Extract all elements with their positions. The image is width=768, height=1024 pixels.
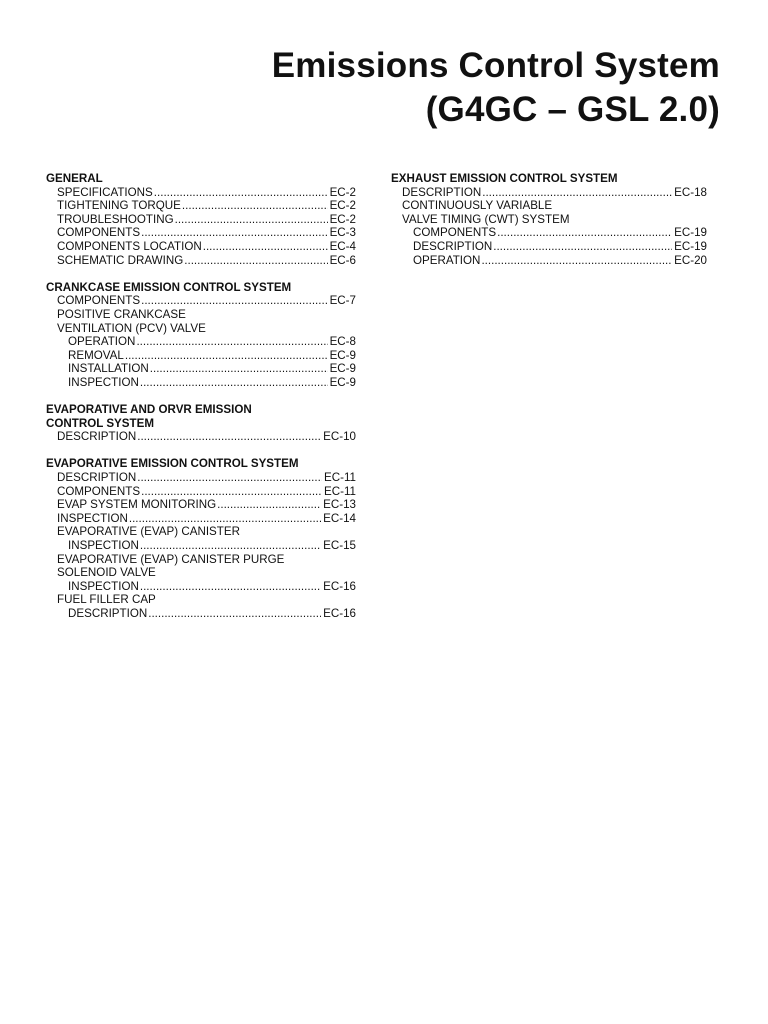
leader-dots: [184, 254, 327, 268]
toc-entry-label: POSITIVE CRANKCASE: [57, 307, 186, 321]
toc-entry-label: EVAPORATIVE (EVAP) CANISTER: [57, 525, 240, 539]
toc-entry-page: EC-2: [329, 185, 356, 199]
toc-entry-label: COMPONENTS: [57, 226, 141, 240]
toc-entry[interactable]: [391, 240, 707, 254]
leader-dots: [129, 512, 321, 526]
toc-entry-page: EC-9: [329, 348, 356, 362]
leader-dots: [140, 539, 321, 553]
leader-dots: [203, 240, 328, 254]
toc-entry-label: DESCRIPTION: [57, 430, 137, 444]
toc-section: [46, 172, 356, 267]
leader-dots: [141, 485, 322, 499]
toc-entry[interactable]: [46, 322, 356, 336]
toc-entry[interactable]: [46, 471, 356, 485]
toc-entry-page: EC-11: [323, 484, 356, 498]
toc-entry-page: EC-9: [329, 375, 356, 389]
toc-entry[interactable]: [46, 376, 356, 390]
toc-entry[interactable]: [46, 498, 356, 512]
toc-entry-label: EVAP SYSTEM MONITORING: [57, 498, 217, 512]
toc-entry[interactable]: [391, 226, 707, 240]
toc-entry-label: INSPECTION: [68, 375, 139, 389]
toc-entry[interactable]: [46, 254, 356, 268]
toc-entry[interactable]: [46, 566, 356, 580]
leader-dots: [150, 362, 328, 376]
toc-entry-page: EC-6: [329, 253, 356, 267]
leader-dots: [482, 186, 672, 200]
toc-entry-page: EC-3: [329, 226, 356, 240]
toc-entry[interactable]: [46, 607, 356, 621]
toc-entry-label: VENTILATION (PCV) VALVE: [57, 321, 206, 335]
toc-entry-page: EC-18: [674, 185, 707, 199]
toc-entry-label: DESCRIPTION: [413, 239, 493, 253]
toc-entry-label: COMPONENTS: [413, 226, 497, 240]
toc-entry[interactable]: [46, 553, 356, 567]
leader-dots: [481, 254, 672, 268]
toc-entry[interactable]: [391, 199, 707, 213]
toc-entry[interactable]: [46, 349, 356, 363]
toc-entry[interactable]: [46, 308, 356, 322]
toc-entry[interactable]: [46, 593, 356, 607]
toc-entry-label: TROUBLESHOOTING: [57, 212, 174, 226]
toc-entry[interactable]: [46, 362, 356, 376]
toc-entry-page: EC-11: [323, 471, 356, 485]
toc-entry-page: EC-9: [329, 362, 356, 376]
toc-entry-page: EC-2: [329, 212, 356, 226]
toc-entry[interactable]: [46, 430, 356, 444]
toc-entry-label: COMPONENTS: [57, 294, 141, 308]
toc-entry[interactable]: [46, 539, 356, 553]
toc-entry-label: DESCRIPTION: [68, 607, 148, 620]
toc-entry-label: INSTALLATION: [68, 362, 149, 376]
toc-entry-label: OPERATION: [68, 335, 136, 349]
toc-entry-label: INSPECTION: [68, 539, 139, 553]
toc-entry-label: CONTINUOUSLY VARIABLE: [402, 199, 553, 213]
leader-dots: [154, 186, 328, 200]
toc-entry-label: COMPONENTS LOCATION: [57, 239, 202, 253]
toc-section: [46, 403, 356, 444]
page-title: [272, 44, 720, 132]
leader-dots: [175, 213, 328, 227]
toc-section: [391, 172, 707, 267]
toc-entry-label: SCHEMATIC DRAWING: [57, 253, 184, 267]
toc-entry-label: TIGHTENING TORQUE: [57, 199, 181, 213]
toc-entry-page: EC-19: [674, 239, 707, 253]
section-heading: CRANKCASE EMISSION CONTROL SYSTEM: [46, 280, 292, 294]
toc-entry-page: EC-16: [323, 607, 356, 620]
toc-entry-label: FUEL FILLER CAP: [57, 593, 156, 607]
toc-entry[interactable]: [46, 294, 356, 308]
toc-entry-label: OPERATION: [413, 253, 481, 267]
toc-entry-page: EC-8: [329, 335, 356, 349]
toc-entry-label: SPECIFICATIONS: [57, 185, 153, 199]
toc-column-left: [46, 172, 356, 634]
toc-entry[interactable]: [46, 186, 356, 200]
toc-entry-label: VALVE TIMING (CWT) SYSTEM: [402, 212, 570, 226]
leader-dots: [125, 349, 328, 363]
toc-entry-label: DESCRIPTION: [402, 185, 482, 199]
toc-entry-label: DESCRIPTION: [57, 471, 137, 485]
toc-entry[interactable]: [391, 213, 707, 227]
toc-entry-label: INSPECTION: [57, 511, 128, 525]
section-heading: EVAPORATIVE EMISSION CONTROL SYSTEM: [46, 457, 299, 471]
section-heading: EVAPORATIVE AND ORVR EMISSION: [46, 403, 252, 417]
leader-dots: [137, 471, 322, 485]
toc-entry-page: EC-20: [674, 253, 707, 267]
toc-entry[interactable]: [46, 580, 356, 594]
toc-entry-page: EC-2: [329, 199, 356, 213]
toc-entry[interactable]: [46, 485, 356, 499]
leader-dots: [141, 294, 327, 308]
toc-entry[interactable]: [46, 199, 356, 213]
toc-entry[interactable]: [46, 213, 356, 227]
toc-column-right: [391, 172, 707, 281]
toc-entry-page: EC-16: [323, 579, 356, 593]
toc-entry-page: EC-7: [329, 294, 356, 308]
toc-section: [46, 281, 356, 390]
toc-entry-page: EC-13: [323, 498, 356, 512]
leader-dots: [141, 226, 327, 240]
leader-dots: [140, 376, 328, 390]
title-line-1: Emissions Control System: [271, 46, 720, 85]
title-line-2: (G4GC – GSL 2.0): [425, 90, 720, 129]
section-heading: GENERAL: [46, 172, 103, 185]
toc-entry-label: SOLENOID VALVE: [57, 566, 156, 580]
toc-entry[interactable]: [46, 525, 356, 539]
toc-entry-label: INSPECTION: [68, 579, 139, 593]
toc-entry-label: EVAPORATIVE (EVAP) CANISTER PURGE: [57, 552, 285, 566]
toc-section: [46, 457, 356, 620]
section-heading: EXHAUST EMISSION CONTROL SYSTEM: [391, 172, 618, 185]
leader-dots: [148, 607, 321, 621]
toc-entry[interactable]: [46, 240, 356, 254]
toc-entry[interactable]: [391, 186, 707, 200]
toc-entry-page: EC-10: [323, 430, 356, 444]
leader-dots: [136, 335, 327, 349]
leader-dots: [140, 580, 321, 594]
leader-dots: [182, 199, 328, 213]
toc-entry-label: COMPONENTS: [57, 484, 141, 498]
toc-entry[interactable]: [391, 254, 707, 268]
toc-entry-page: EC-15: [323, 539, 356, 553]
leader-dots: [217, 498, 321, 512]
leader-dots: [137, 430, 321, 444]
toc-entry-page: EC-4: [329, 239, 356, 253]
section-heading: CONTROL SYSTEM: [46, 416, 155, 430]
toc-entry[interactable]: [46, 226, 356, 240]
leader-dots: [497, 226, 672, 240]
toc-entry-page: EC-19: [674, 226, 707, 240]
toc-entry-page: EC-14: [323, 511, 356, 525]
toc-entry[interactable]: [46, 335, 356, 349]
leader-dots: [493, 240, 672, 254]
toc-entry[interactable]: [46, 512, 356, 526]
toc-entry-label: REMOVAL: [68, 348, 124, 362]
